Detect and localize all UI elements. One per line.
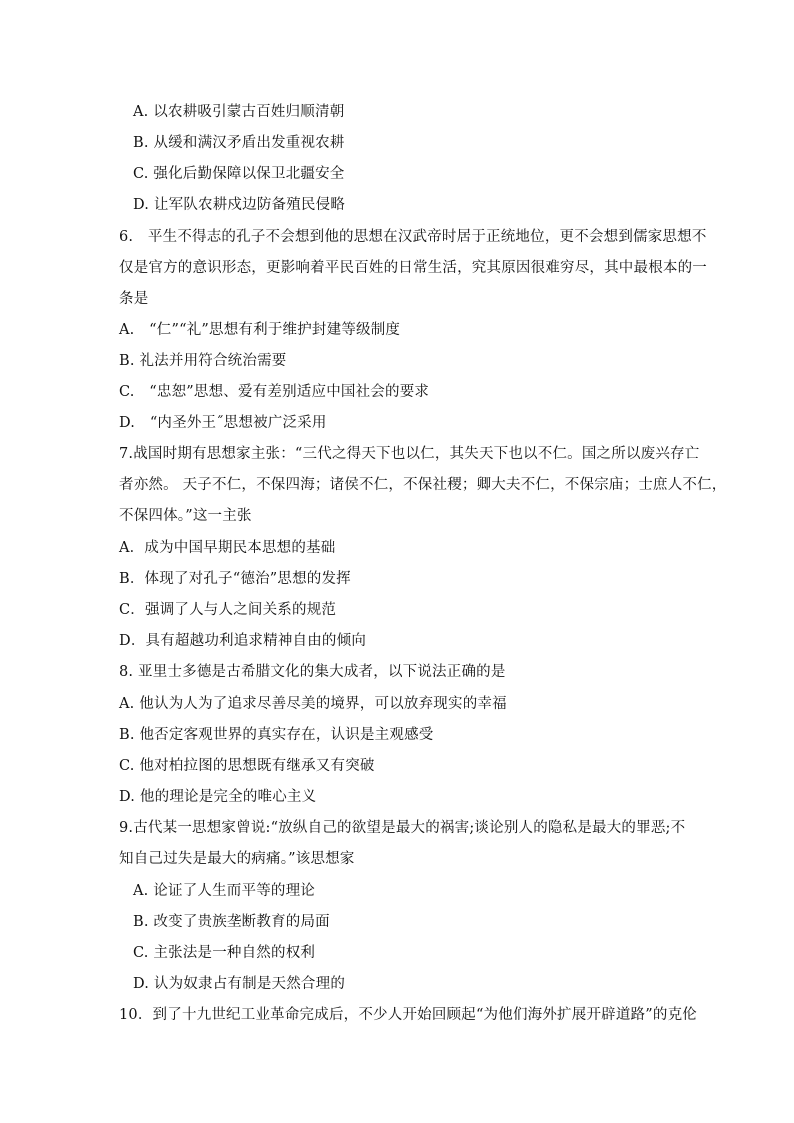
q5-option-d: D. 让军队农耕戍边防备殖民侵略 <box>133 197 346 213</box>
q8-option-a: A. 他认为人为了追求尽善尽美的境界，可以放弃现实的幸福 <box>119 696 507 712</box>
q8-stem-line-1: 8. 亚里士多德是古希腊文化的集大成者，以下说法正确的是 <box>119 664 506 680</box>
q7-option-c: C．强调了人与人之间关系的规范 <box>119 602 337 618</box>
q6-option-d: D. “内圣外王˝思想被广泛采用 <box>119 415 327 431</box>
q6-stem-line-3: 条是 <box>119 291 149 307</box>
q8-option-b: B. 他否定客观世界的真实存在，认识是主观感受 <box>119 727 434 743</box>
q5-option-b: B. 从缓和满汉矛盾出发重视农耕 <box>133 135 345 151</box>
q7-stem-line-1: 7.战国时期有思想家主张：“三代之得天下也以仁，其失天下也以不仁。国之所以废兴存亡 <box>119 446 700 462</box>
q8-option-c: C. 他对柏拉图的思想既有继承又有突破 <box>119 758 375 774</box>
q6-option-c: C. “忠恕”思想、爱有差别适应中国社会的要求 <box>119 384 430 400</box>
q7-option-d: D．具有超越功利追求精神自由的倾向 <box>119 633 367 649</box>
q7-option-b: B．体现了对孔子“德治”思想的发挥 <box>119 571 351 587</box>
q6-stem-line-2: 仅是官方的意识形态，更影响着平民百姓的日常生活，究其原因很难穷尽，其中最根本的一 <box>119 260 707 276</box>
q7-stem-line-2: 者亦然。 天子不仁，不保四海；诸侯不仁，不保社稷；卿大夫不仁，不保宗庙；士庶人不仁， <box>119 477 727 493</box>
q7-option-a: A．成为中国早期民本思想的基础 <box>119 540 336 556</box>
q9-option-b: B. 改变了贵族垄断教育的局面 <box>133 914 330 930</box>
q10-stem-line-1: 10．到了十九世纪工业革命完成后，不少人开始回顾起“为他们海外扩展开辟道路”的克伦 <box>119 1007 697 1023</box>
q6-option-a: A. “仁”“礼”思想有利于维护封建等级制度 <box>119 322 401 338</box>
q8-option-d: D. 他的理论是完全的唯心主义 <box>119 789 317 805</box>
q5-option-c: C. 强化后勤保障以保卫北疆安全 <box>133 166 345 182</box>
q7-stem-line-3: 不保四体。”这一主张 <box>119 508 252 524</box>
q6-option-b: B. 礼法并用符合统治需要 <box>119 353 287 369</box>
q6-stem-line-1: 6. 平生不得志的孔子不会想到他的思想在汉武帝时居于正统地位，更不会想到儒家思想不 <box>119 229 707 245</box>
q9-option-d: D. 认为奴隶占有制是天然合理的 <box>133 976 346 992</box>
q9-option-a: A. 论证了人生而平等的理论 <box>133 883 315 899</box>
q9-stem-line-2: 知自己过失是最大的病痛。”该思想家 <box>119 851 355 867</box>
q9-stem-line-1: 9.古代某一思想家曾说:“放纵自己的欲望是最大的祸害;谈论别人的隐私是最大的罪恶;不 <box>119 820 686 836</box>
q9-option-c: C. 主张法是一种自然的权利 <box>133 945 316 961</box>
q5-option-a: A. 以农耕吸引蒙古百姓归顺清朝 <box>133 104 345 120</box>
